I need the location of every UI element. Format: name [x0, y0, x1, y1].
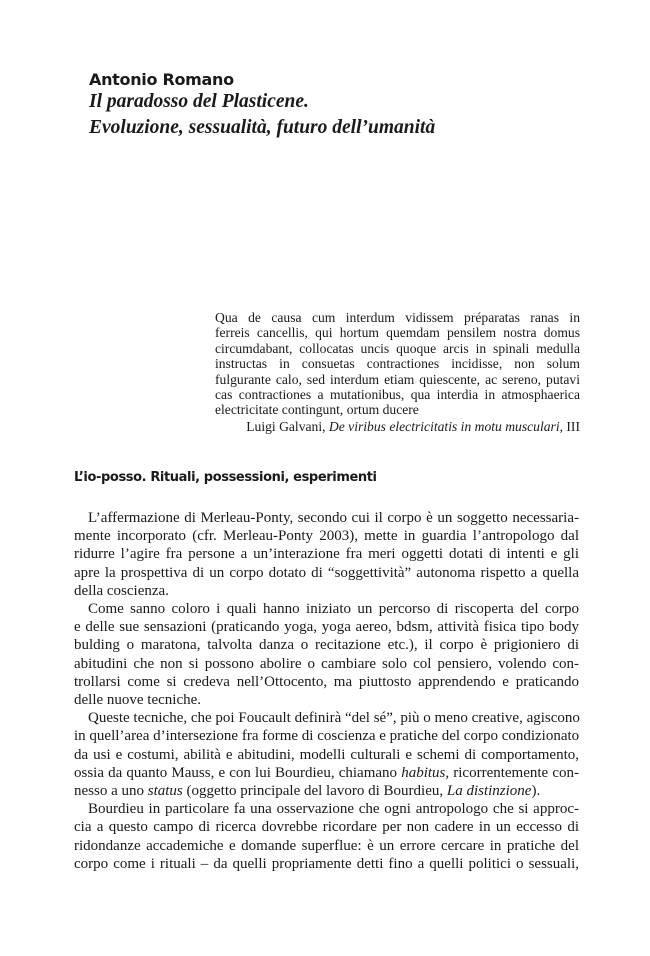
body-line: abitudini che non si possono abolire o cambiare solo col pensiero, volendo con-	[74, 655, 579, 672]
book-title-la-distinzione: La distinzione	[446, 783, 532, 800]
epigraph-line: electricitate contingunt, ortum ducere	[215, 402, 419, 418]
body-line: trollarsi come si credeva nell’Ottocento, ma piuttosto apprendendo e praticando	[74, 673, 579, 690]
habitus-term: habitus	[401, 764, 446, 781]
body-line	[74, 782, 579, 800]
body-line: corpo come i rituali – da quelli propriamente detti fino a quelli politici o sessuali,	[74, 855, 579, 872]
body-text	[74, 509, 579, 873]
chapter-title-line-1: Il paradosso del Plasticene.	[89, 91, 309, 112]
epigraph	[215, 310, 580, 434]
attribution-suffix: , III	[559, 418, 580, 434]
attribution-author: Luigi Galvani,	[246, 418, 329, 434]
body-text-run: ).	[531, 783, 541, 800]
epigraph-line: Qua de causa cum interdum vidissem préparatas ranas in	[215, 310, 580, 325]
body-line: L’affermazione di Merleau-Ponty, secondo cui il corpo è un soggetto necessaria-	[88, 510, 579, 526]
body-line: cia a questo campo di ricerca dovrebbe ricordare per non cadere in un eccesso di	[74, 819, 579, 836]
body-line	[74, 764, 579, 782]
body-line: ridurre l’agire fra persone a un’interazione fra meri oggetti dotati di intenti e gli	[74, 546, 579, 563]
body-line: Bourdieu in particolare fa una osservazione che ogni antropologo che si approc-	[88, 801, 579, 818]
epigraph-line: cas contractiones a mutationibus, qua interdia in atmosphaerica	[215, 387, 580, 403]
body-line: mente incorporato (cfr. Merleau-Ponty 2003), mette in guardia l’antropologo dal	[74, 528, 579, 545]
epigraph-line: circumdabant, collocatas uncis quoque arcis in spinali medulla	[215, 340, 580, 356]
body-text-run: nesso a uno	[74, 783, 148, 800]
body-line: delle nuove tecniche.	[74, 692, 202, 709]
author-name: Antonio Romano	[89, 70, 234, 89]
chapter-title-line-2: Evoluzione, sessualità, futuro dell’umanità	[89, 117, 436, 138]
body-line: Queste tecniche, che poi Foucault definirà “del sé”, più o meno creative, agiscono	[88, 710, 580, 727]
body-line: bulding o maratona, talvolta danza o recitazione etc.), il corpo è prigioniero di	[74, 637, 579, 654]
body-text-run: ossia da quanto Mauss, e con lui Bourdieu, chiamano	[74, 764, 402, 781]
body-text-run: (oggetto principale del lavoro di Bourdieu,	[182, 783, 447, 800]
epigraph-line: instructas in consuetas contractiones incidisse, non solum	[215, 356, 580, 372]
section-heading: L’io-posso. Rituali, possessioni, esperimenti	[74, 470, 377, 485]
body-text-run: , ricorrentemente con-	[445, 764, 579, 781]
body-line: Come sanno coloro i quali hanno iniziato un percorso di riscoperta del corpo	[88, 601, 579, 618]
body-line: e delle sue sensazioni (praticando yoga, yoga aereo, bdsm, attività fisica tipo body	[74, 619, 579, 636]
body-line: della coscienza.	[74, 582, 169, 599]
body-line: da usi e costumi, abilità e abitudini, modelli culturali e schemi di comportamento,	[74, 746, 579, 763]
body-line: ridondanze accademiche e domande superflue: è un errore cercare in pratiche del	[74, 837, 579, 854]
body-line: apre la prospettiva di un corpo dotato di “soggettività” autonoma rispetto a quella	[74, 564, 579, 581]
epigraph-attribution	[215, 419, 580, 434]
epigraph-line: ferreis cancellis, qui hortum quemdam pensilem nostra domus	[215, 325, 580, 341]
body-line: in quell’area d’intersezione fra forme di coscienza e pratiche del corpo condizionato	[74, 728, 580, 745]
status-term: status	[147, 783, 183, 800]
attribution-work: De viribus electricitatis in motu musculari	[328, 418, 560, 434]
epigraph-line: fulgurante calo, sed interdum etiam quiescente, ac sereno, putavi	[215, 371, 580, 387]
